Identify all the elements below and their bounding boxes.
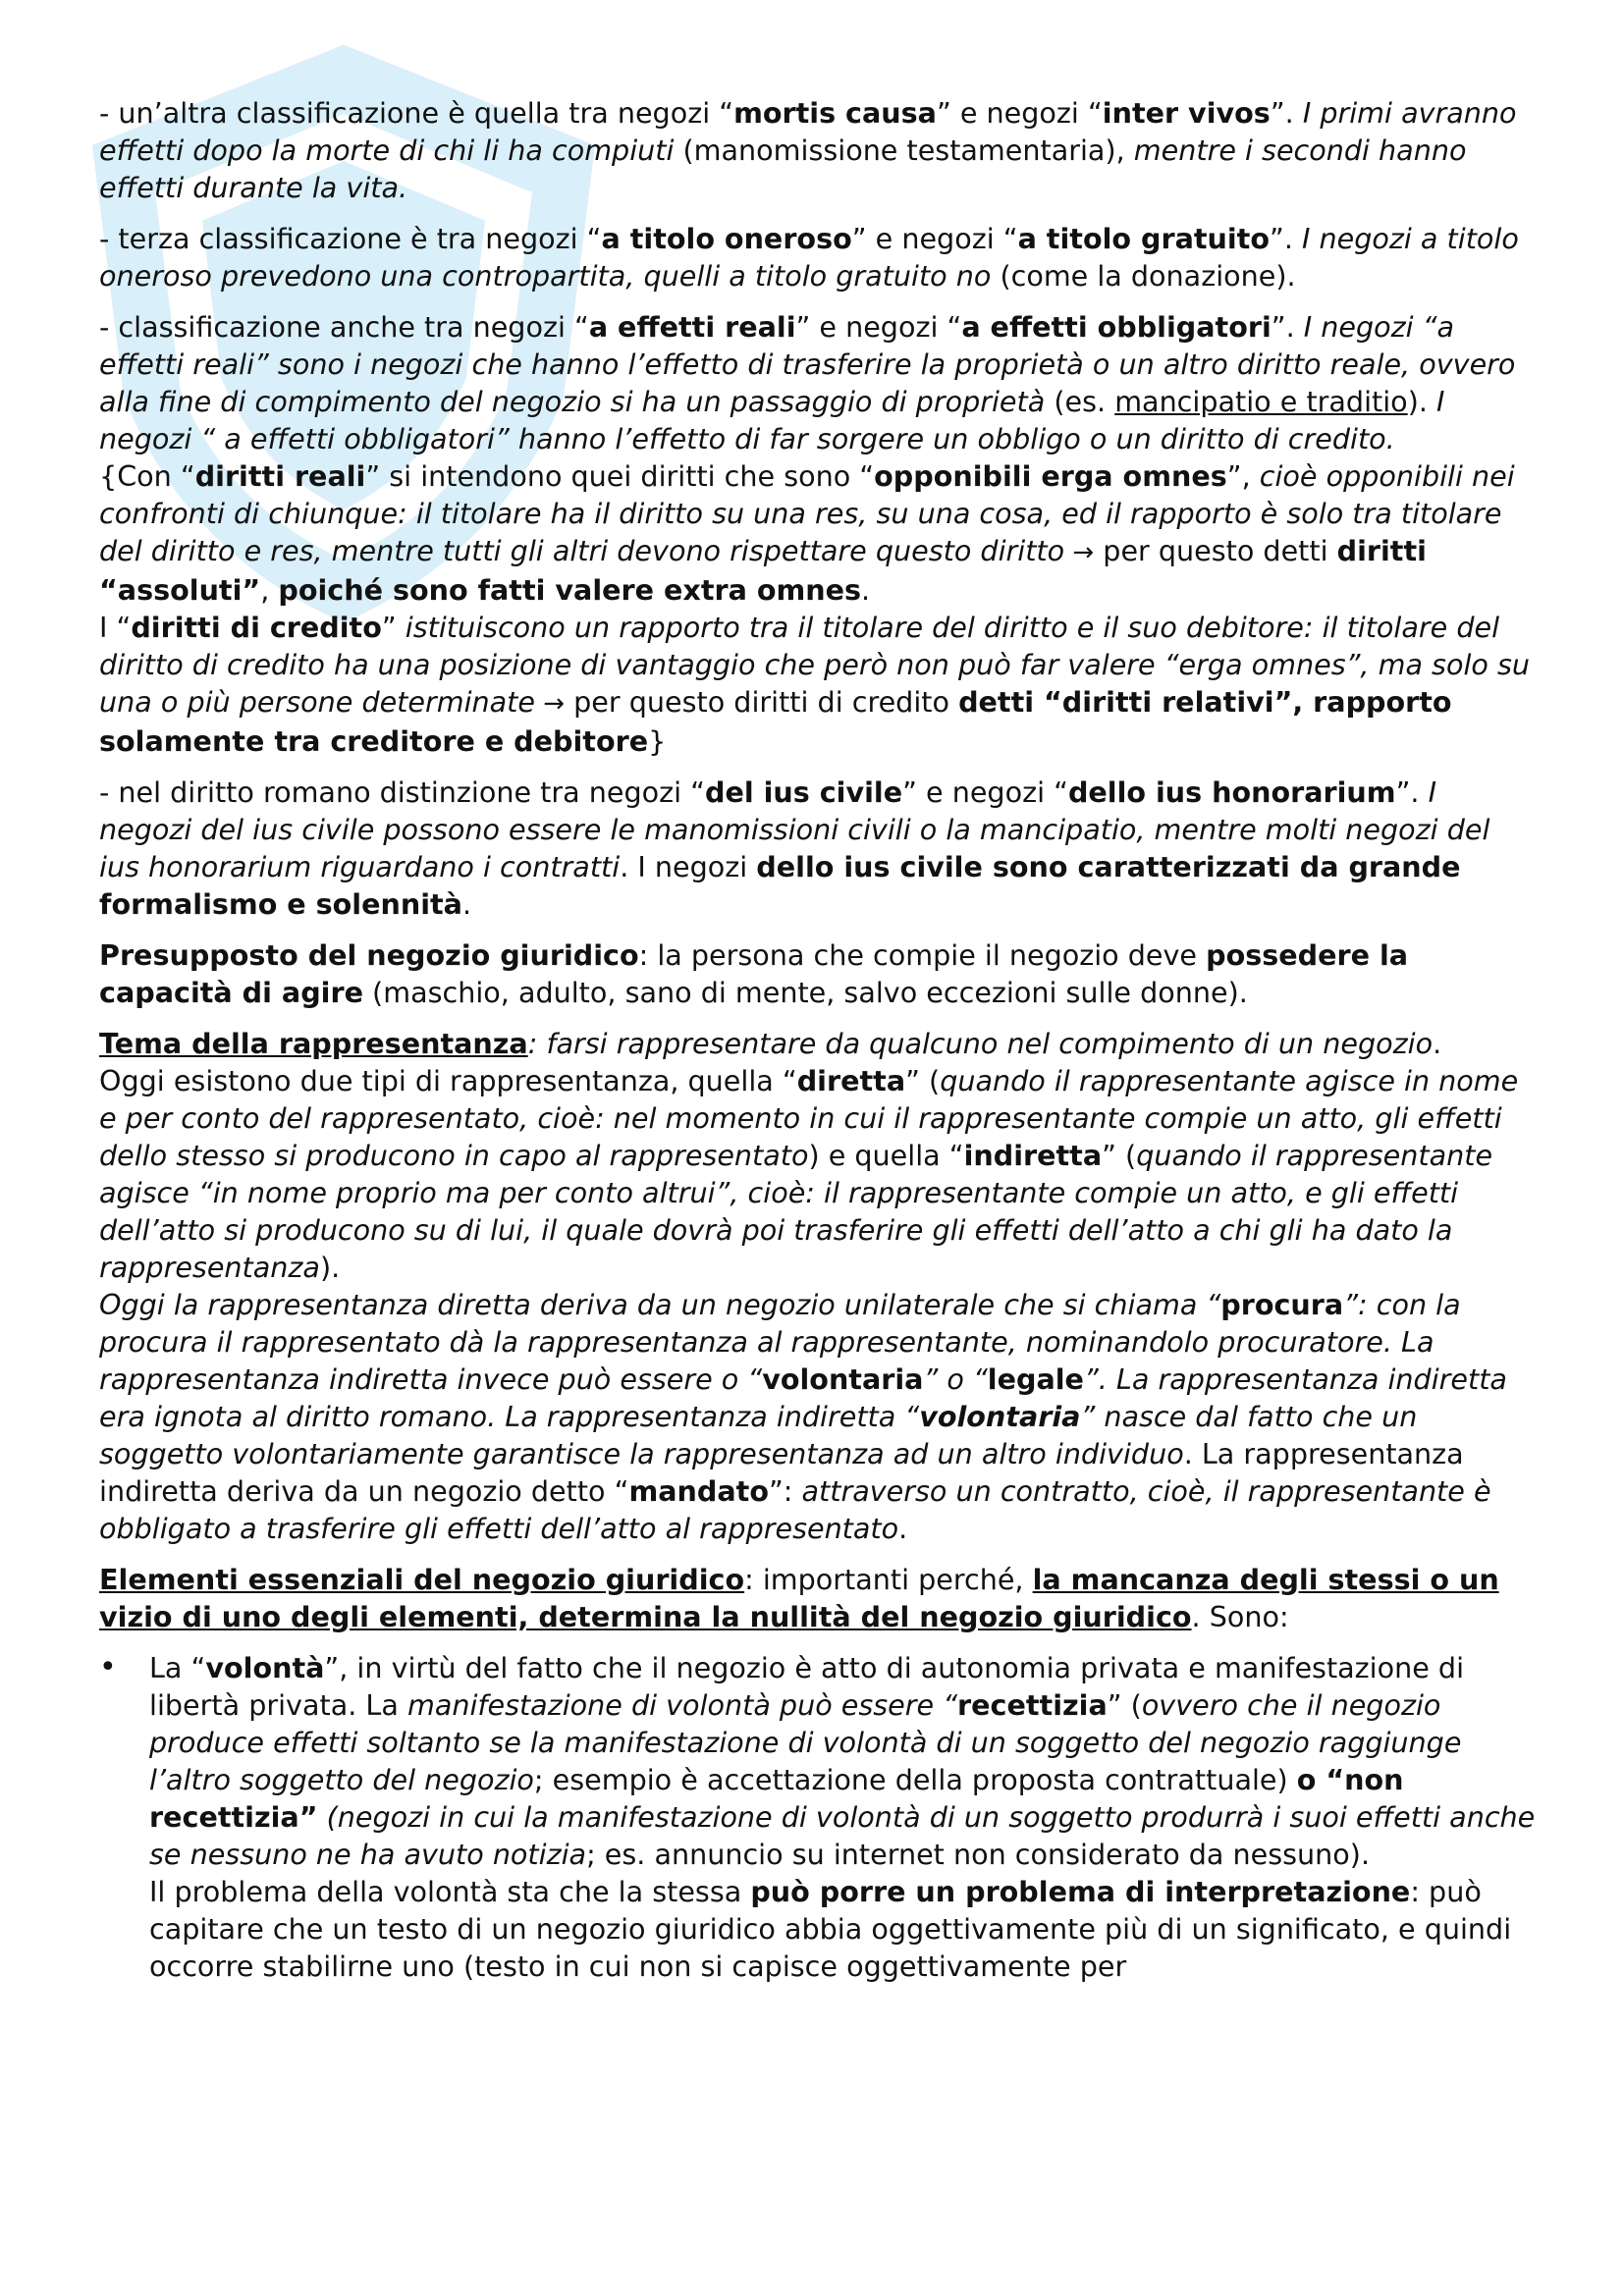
text-run: diretta — [796, 1064, 906, 1097]
text-run: per questo detti — [1094, 534, 1337, 567]
paragraph — [99, 936, 1538, 1011]
text-run: cioè opponibili nei confronti di chiunque: il titolare ha il diritto su una res, su una cosa, ed il rapporto è solo tra titolare del diritto e res, mentre tutti gli altri devono rispettare questo diritto — [99, 459, 1515, 567]
text-run: ”. — [1395, 775, 1429, 809]
text-run: a effetti reali — [588, 310, 796, 344]
text-run: ” — [381, 611, 406, 644]
text-run: : farsi rappresentare da qualcuno nel compimento di un negozio — [527, 1027, 1434, 1060]
text-run: detti “diritti relativi”, rapporto solamente tra creditore e debitore — [99, 685, 1452, 758]
paragraph — [99, 1561, 1538, 1635]
text-run: . La rappresentanza indiretta deriva da un negozio detto “ — [99, 1437, 1464, 1508]
text-run: opponibili erga omnes — [874, 459, 1227, 493]
text-run: a effetti obbligatori — [961, 310, 1271, 344]
paragraph — [99, 774, 1538, 923]
bullet-list — [99, 1649, 1538, 1985]
text-run: ”: con la procura il rappresentato dà la rappresentanza al rappresentante, nominandolo procuratore. La rappresentanza indiretta invece può essere o “ — [99, 1288, 1461, 1396]
text-run: ”. La rappresentanza indiretta era ignota al diritto romano. La rappresentanza indiretta “ — [99, 1362, 1507, 1433]
text-run: (come la donazione). — [991, 259, 1296, 293]
text-run: dello ius honorarium — [1067, 775, 1396, 809]
text-run: indiretta — [963, 1139, 1103, 1172]
text-run: Oggi esistono due tipi di rappresentanza, quella “ — [99, 1064, 797, 1097]
text-run: - terza classificazione è tra negozi “ — [99, 222, 602, 255]
text-run: Elementi essenziali del negozio giuridico — [99, 1563, 745, 1596]
paragraph — [99, 1025, 1538, 1547]
text-run: Oggi la rappresentanza diretta deriva da un negozio unilaterale che si chiama “ — [99, 1288, 1221, 1321]
text-run: ”: — [768, 1474, 802, 1508]
text-run: ”. — [1271, 310, 1304, 344]
text-run: (es. — [1045, 385, 1115, 418]
text-run: ”. — [1270, 222, 1302, 255]
text-run: mandato — [628, 1474, 769, 1508]
text-run: Presupposto del negozio giuridico — [99, 938, 639, 972]
text-run: ( — [317, 1800, 338, 1834]
text-run: (manomissione testamentaria), — [674, 133, 1134, 167]
text-run: ). — [1407, 385, 1437, 418]
text-run: ; esempio è accettazione della proposta contrattuale) — [533, 1763, 1297, 1796]
list-item — [99, 1649, 1538, 1985]
text-run: I negozi “a effetti reali” sono i negozi che hanno l’effetto di trasferire la proprietà o un altro diritto reale, ovvero alla fine di compimento del negozio si ha un passaggio di proprietà — [99, 310, 1516, 418]
text-run: del ius civile — [704, 775, 903, 809]
text-run: può porre un problema di interpretazione — [750, 1875, 1411, 1908]
text-run: I primi avranno effetti dopo la morte di chi li ha compiuti — [99, 96, 1517, 167]
text-run: a titolo gratuito — [1017, 222, 1270, 255]
paragraph — [99, 94, 1538, 206]
bullet-icon: • — [99, 1650, 117, 1684]
text-run: a titolo oneroso — [601, 222, 852, 255]
text-run: manifestazione di volontà può essere “ — [406, 1688, 958, 1722]
text-run: , — [260, 573, 279, 607]
text-run: ” o “ — [923, 1362, 988, 1396]
text-run: ”, in virtù del fatto che il negozio è atto di autonomia privata e manifestazione di libertà privata. La — [149, 1651, 1465, 1722]
text-run: - nel diritto romano distinzione tra negozi “ — [99, 775, 705, 809]
document-body — [99, 94, 1538, 1985]
text-run: . — [1433, 1027, 1442, 1060]
text-run: possedere la capacità di agire — [99, 938, 1409, 1009]
text-run: mancipatio e traditio — [1114, 385, 1408, 418]
text-run: volontaria — [762, 1362, 924, 1396]
text-run: diritti di credito — [131, 611, 382, 644]
text-run: I “ — [99, 611, 132, 644]
text-run: istituiscono un rapporto tra il titolare del diritto e il suo debitore: il titolare del diritto di credito ha una posizione di vantaggio che però non può far valere “erga omnes”, ma solo su una o più persone determinate — [99, 611, 1530, 719]
text-run: ). — [319, 1251, 341, 1284]
text-run: ” e negozi “ — [902, 775, 1068, 809]
text-run: dello ius civile sono caratterizzati da grande formalismo e solennità — [99, 850, 1461, 921]
text-run: - un’altra classificazione è quella tra negozi “ — [99, 96, 734, 130]
text-run: diritti “assoluti” — [99, 534, 1427, 607]
text-run: ovvero che il negozio produce effetti soltanto se la manifestazione di volontà di un soggetto del negozio raggiunge l’altro soggetto del negozio — [149, 1688, 1462, 1796]
text-run: quando il rappresentante agisce “in nome proprio ma per conto altrui”, cioè: il rappresentante compie un atto, e gli effetti dell’atto si producono su di lui, il quale dovrà poi trasferire gli effetti dell’atto a chi gli ha dato la rappresentanza — [99, 1139, 1493, 1284]
text-run: o “non recettizia” — [149, 1763, 1404, 1834]
text-run: I negozi “ a effetti obbligatori” hanno l’effetto di far sorgere un obbligo o un diritto di credito. — [99, 385, 1445, 455]
text-run: ; es. annuncio su internet non considerato da nessuno). — [586, 1838, 1371, 1871]
text-run: (maschio, adulto, sano di mente, salvo eccezioni sulle donne). — [362, 976, 1248, 1009]
text-run: I negozi a titolo oneroso prevedono una contropartita, quelli a titolo gratuito no — [99, 222, 1519, 293]
text-run: Tema della rappresentanza — [99, 1027, 528, 1060]
text-run: diritti reali — [194, 459, 366, 493]
text-run: . I negozi — [620, 850, 757, 883]
text-run: : può capitare che un testo di un negozio giuridico abbia oggettivamente più di un significato, e quindi occorre stabilirne uno (testo in cui non si capisce oggettivamente per — [149, 1875, 1512, 1983]
right-arrow-icon: → — [1064, 538, 1095, 567]
text-run: ”. — [1270, 96, 1303, 130]
text-run: } — [648, 724, 667, 758]
text-run: legale — [987, 1362, 1084, 1396]
text-run: negozi in cui la manifestazione di volontà di un soggetto produrrà i suoi effetti anche se nessuno ne ha avuto notizia — [149, 1800, 1536, 1871]
paragraph — [99, 220, 1538, 294]
text-run: I negozi del ius civile possono essere le manomissioni civili o la mancipatio, mentre molti negozi del ius honorarium riguardano i contratti — [99, 775, 1490, 883]
text-run: mortis causa — [733, 96, 937, 130]
text-run: volontà — [205, 1651, 325, 1684]
text-run: per questo diritti di credito — [565, 685, 959, 719]
text-run: ” ( — [905, 1064, 941, 1097]
text-run: {Con “ — [99, 459, 195, 493]
paragraph — [99, 308, 1538, 760]
text-run: ” si intendono quei diritti che sono “ — [365, 459, 875, 493]
text-run: . Sono: — [1191, 1600, 1289, 1633]
text-run: volontaria — [919, 1400, 1081, 1433]
text-run: . — [861, 573, 871, 607]
text-run: inter vivos — [1102, 96, 1271, 130]
text-run: mentre i secondi hanno effetti durante la vita. — [99, 133, 1467, 204]
text-run: ”, — [1226, 459, 1260, 493]
right-arrow-icon: → — [535, 689, 566, 719]
text-run: ” e negozi “ — [851, 222, 1018, 255]
text-run: ” ( — [1107, 1688, 1142, 1722]
text-run: La “ — [149, 1651, 206, 1684]
text-run: ” nasce dal fatto che un soggetto volontariamente garantisce la rappresentanza ad un altro individuo — [99, 1400, 1418, 1470]
text-run: ” ( — [1102, 1139, 1137, 1172]
text-run: . — [898, 1512, 908, 1545]
text-run: : importanti perché, — [744, 1563, 1033, 1596]
text-run: : la persona che compie il negozio deve — [638, 938, 1207, 972]
text-run: . — [461, 887, 472, 921]
text-run: la mancanza degli stessi o un vizio di uno degli elementi, determina la nullità del negozio giuridico — [99, 1563, 1499, 1633]
text-run: ) e quella “ — [808, 1139, 964, 1172]
text-run: - classificazione anche tra negozi “ — [99, 310, 589, 344]
text-run: ” e negozi “ — [936, 96, 1103, 130]
text-run: quando il rappresentante agisce in nome e per conto del rappresentato, cioè: nel momento in cui il rappresentante compie un atto, gli effetti dello stesso si producono in capo al rappresentato — [99, 1064, 1519, 1172]
text-run: recettizia — [957, 1688, 1108, 1722]
text-run: attraverso un contratto, cioè, il rappresentante è obbligato a trasferire gli effetti dell’atto al rappresentato — [99, 1474, 1491, 1545]
text-run: procura — [1220, 1288, 1344, 1321]
text-run: poiché sono fatti valere extra omnes — [278, 573, 862, 607]
text-run: Il problema della volontà sta che la stessa — [149, 1875, 751, 1908]
text-run: ” e negozi “ — [795, 310, 962, 344]
